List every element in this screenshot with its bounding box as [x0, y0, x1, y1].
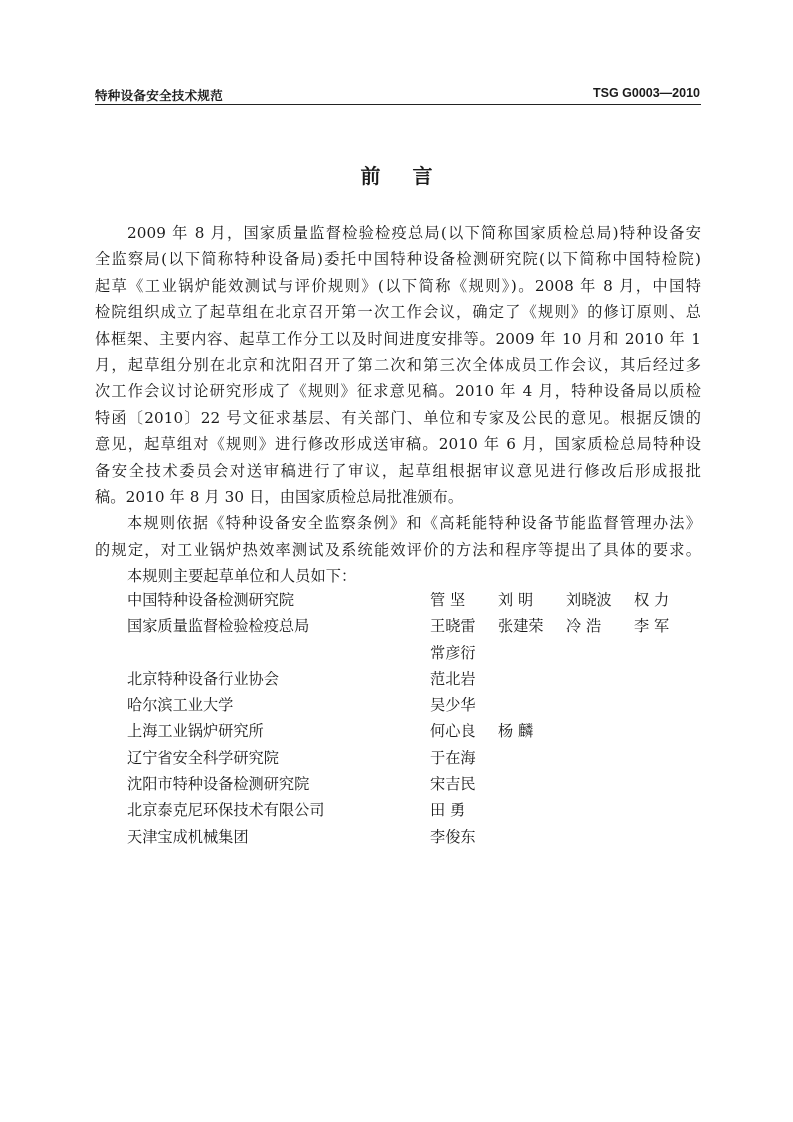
drafter-row: [127, 771, 701, 797]
paragraph1-line: 次工作会议讨论研究形成了《规则》征求意见稿。2010 年 4 月，特种设备局以质检: [95, 382, 701, 401]
drafter-org: 北京泰克尼环保技术有限公司: [127, 801, 325, 820]
drafter-row: [127, 745, 701, 771]
drafter-row: [127, 797, 701, 823]
drafter-person: 王晓雷: [430, 617, 476, 636]
drafter-people: [430, 824, 685, 850]
drafter-person: 范北岩: [430, 669, 476, 688]
drafters-intro: 本规则主要起草单位和人员如下：: [127, 567, 357, 586]
drafter-row: [127, 666, 701, 692]
drafter-person: 张建荣: [498, 617, 544, 636]
drafter-person: 权 力: [634, 591, 670, 609]
paragraph2-line: 的规定，对工业锅炉热效率测试及系统能效评价的方法和程序等提出了具体的要求。: [95, 540, 701, 559]
drafter-row: [127, 587, 701, 613]
drafter-people: [430, 745, 685, 771]
drafter-person: 杨 麟: [498, 722, 534, 741]
foreword-body: [95, 220, 701, 589]
page-header: [95, 84, 701, 105]
drafter-people: [430, 771, 685, 797]
paragraph1-line: 起草《工业锅炉能效测试与评价规则》(以下简称《规则》)。2008 年 8 月，中国特: [95, 276, 701, 295]
drafter-people: [430, 613, 685, 639]
paragraph1-line: 意见，起草组对《规则》进行修改形成送审稿。2010 年 6 月，国家质检总局特种设: [95, 435, 701, 454]
drafter-person: 田 勇: [430, 801, 466, 820]
drafter-org: 辽宁省安全科学研究院: [127, 748, 279, 767]
drafter-person: 刘晓波: [566, 591, 612, 609]
paragraph1-line: 2009 年 8 月，国家质量监督检验检疫总局(以下简称国家质检总局)特种设备安: [127, 224, 701, 242]
drafter-people: [430, 718, 685, 744]
drafters-list: [127, 587, 701, 850]
drafter-person: 于在海: [430, 748, 476, 767]
drafter-person: 刘 明: [498, 591, 534, 609]
drafter-org: 沈阳市特种设备检测研究院: [127, 775, 310, 794]
drafter-person: 宋吉民: [430, 775, 476, 794]
drafter-people: [430, 692, 685, 718]
drafter-person: 冷 浩: [566, 617, 602, 636]
paragraph1-line: 月，起草组分别在北京和沈阳召开了第二次和第三次全体成员工作会议，其后经过多: [95, 355, 701, 374]
drafter-row: [127, 824, 701, 850]
drafter-org: 天津宝成机械集团: [127, 827, 249, 846]
page-title: 前言: [360, 164, 465, 188]
drafter-org: 哈尔滨工业大学: [127, 696, 234, 715]
paragraph1-line: 稿。2010 年 8 月 30 日，由国家质检总局批准颁布。: [95, 487, 464, 506]
drafter-person: 李俊东: [430, 827, 476, 846]
paragraph1-line: 全监察局(以下简称特种设备局)委托中国特种设备检测研究院(以下简称中国特检院): [95, 250, 701, 269]
drafter-person: 管 坚: [430, 591, 466, 609]
paragraph1-line: 体框架、主要内容、起草工作分工以及时间进度安排等。2009 年 10 月和 2010 年 1: [95, 329, 701, 348]
drafter-row: [127, 692, 701, 718]
header-series-title: 特种设备安全技术规范: [95, 88, 224, 103]
header-standard-code: TSG G0003—2010: [592, 86, 700, 100]
paragraph1-line: 特函〔2010〕22 号文征求基层、有关部门、单位和专家及公民的意见。根据反馈的: [95, 408, 701, 427]
drafter-row: [127, 613, 701, 666]
drafter-people: [430, 587, 685, 613]
drafter-org: 上海工业锅炉研究所: [127, 722, 264, 741]
drafter-person: 吴少华: [430, 696, 476, 715]
paragraph1-line: 备安全技术委员会对送审稿进行了审议，起草组根据审议意见进行修改后形成报批: [95, 461, 701, 480]
drafter-org: 中国特种设备检测研究院: [127, 591, 295, 609]
drafter-person: 李 军: [634, 617, 670, 636]
drafter-people: [430, 666, 685, 692]
drafter-row: [127, 718, 701, 744]
drafter-person: 何心良: [430, 722, 476, 741]
paragraph1-line: 检院组织成立了起草组在北京召开第一次工作会议，确定了《规则》的修订原则、总: [95, 303, 701, 322]
drafter-org: 北京特种设备行业协会: [127, 669, 279, 688]
drafter-people: [430, 797, 685, 823]
paragraph2-line: 本规则依据《特种设备安全监察条例》和《高耗能特种设备节能监督管理办法》: [127, 514, 701, 533]
drafter-org: 国家质量监督检验检疫总局: [127, 617, 310, 636]
drafter-person-continued: 常彦衍: [430, 643, 476, 662]
